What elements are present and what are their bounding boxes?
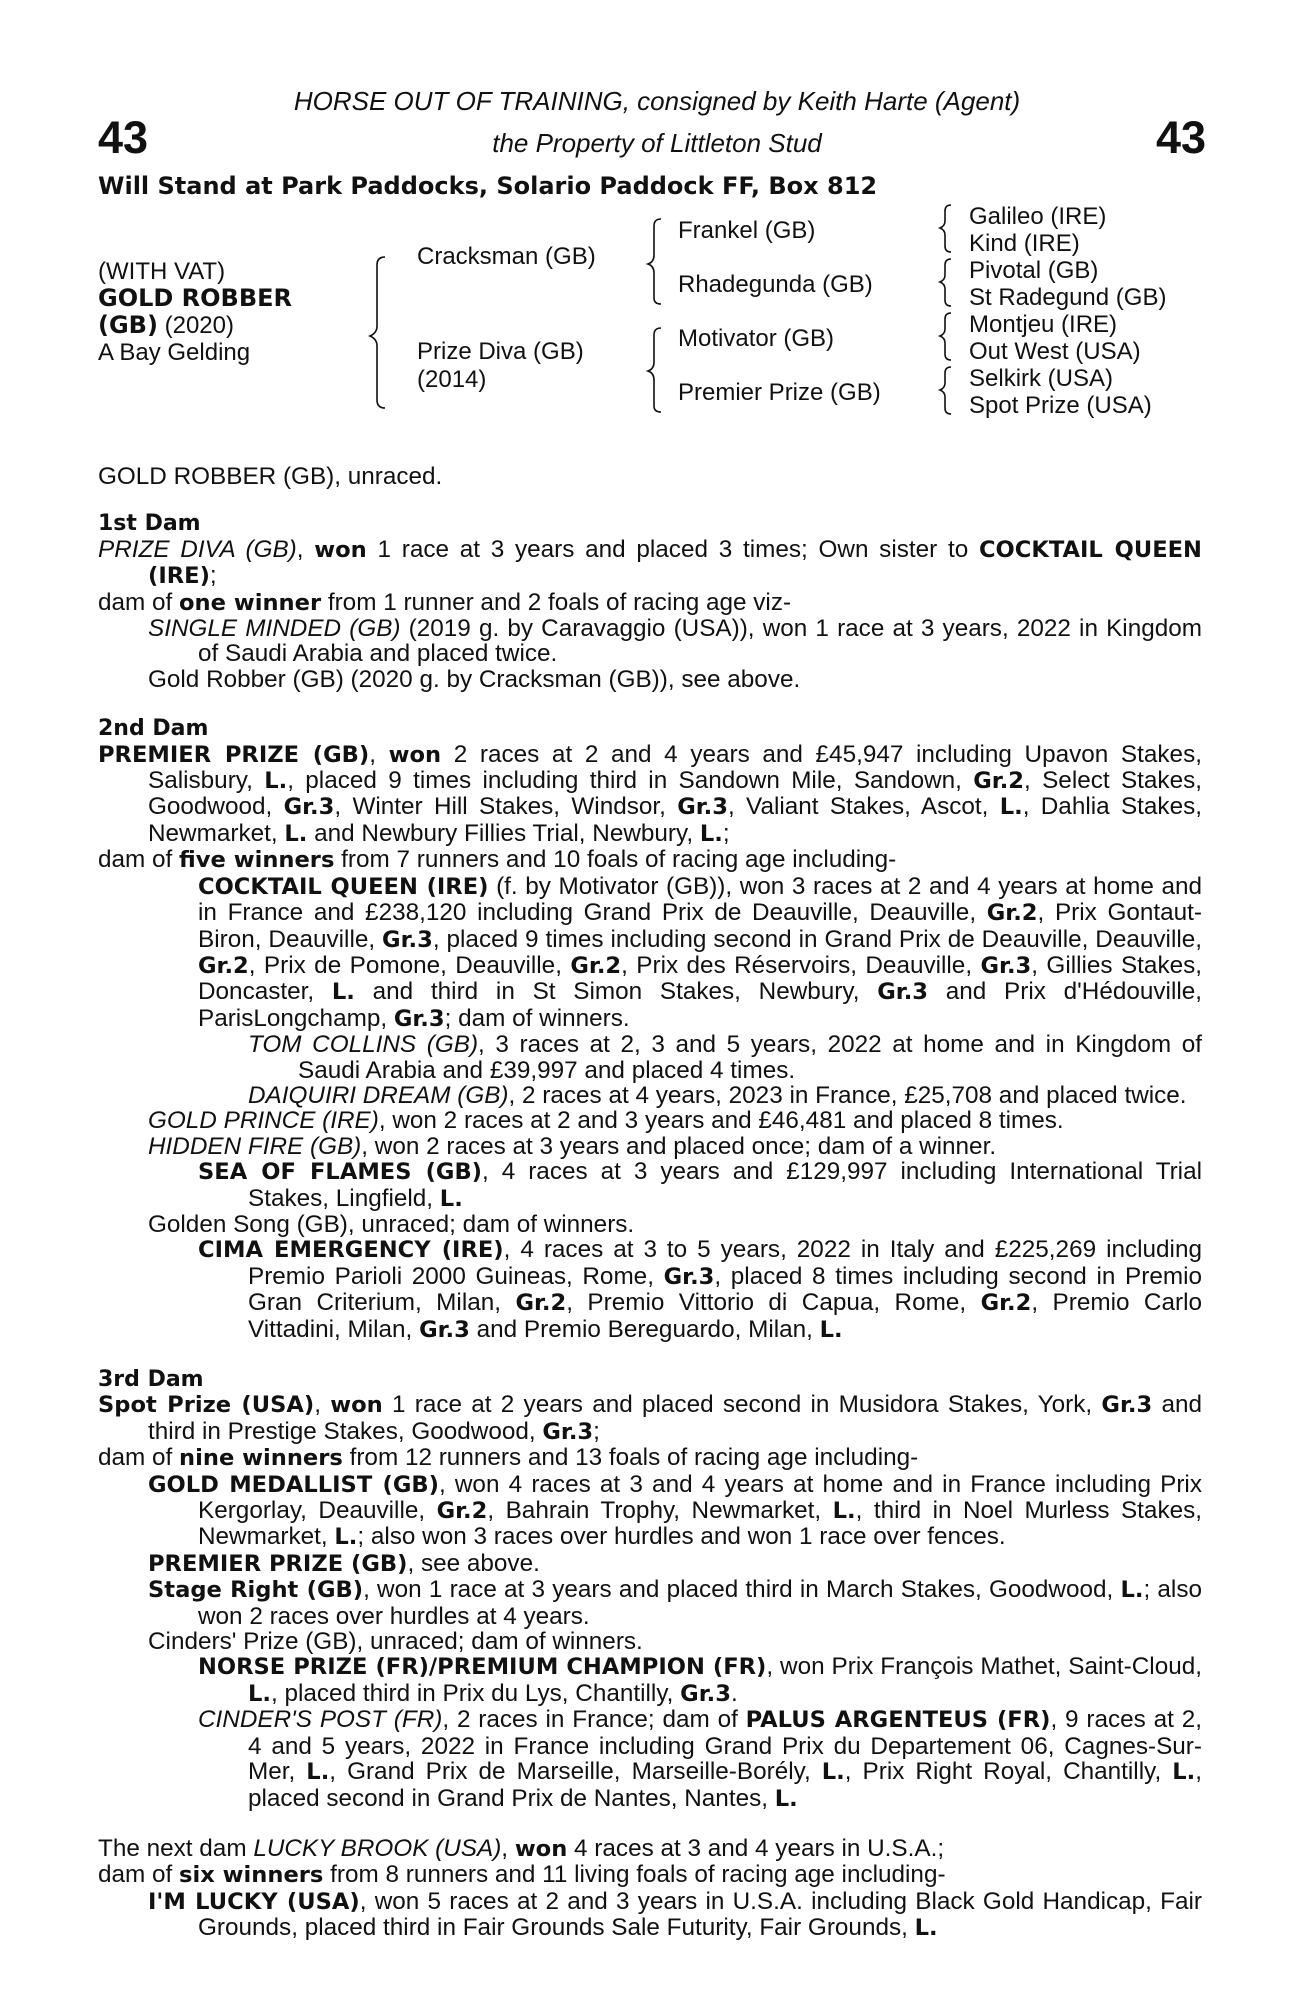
horse-description: A Bay Gelding [98,339,251,366]
produce-sea-of-flames: SEA OF FLAMES (GB), 4 races at 3 years and £129,997 including International Trial Stakes, Lingfield, L. [198,1158,1202,1212]
consignor-line: HORSE OUT OF TRAINING, consigned by Keith Harte (Agent) [293,86,1021,116]
produce-stage-right: Stage Right (GB), won 1 race at 3 years and placed third in March Stakes, Goodwood, L.; also won 2 races over hurdles at 4 years. [148,1576,1202,1630]
third-dam-produce: dam of nine winners from 12 runners and 13 foals of racing age including- [98,1444,919,1472]
pedigree-dam-dam: Premier Prize (GB) [678,379,881,406]
pedigree-ssd: Kind (IRE) [969,230,1080,257]
second-dam-entry: PREMIER PRIZE (GB), won 2 races at 2 and 4 years and £45,947 including Upavon Stakes, Salisbury, L., placed 9 times including third in Sandown Mile, Sandown, Gr.2, Select Stakes, Goodwood, Gr.3, Winter Hill Stakes, Windsor, Gr.3, Valiant Stakes, Ascot, L., Dahlia Stakes, Newmarket, L. and Newbury Fillies Trial, Newbury, L.; [98,740,1202,847]
produce-im-lucky: I'M LUCKY (USA), won 5 races at 2 and 3 years in U.S.A. including Black Gold Handicap, Fair Grounds, placed third in Fair Grounds Sale Futurity, Fair Grounds, L. [148,1887,1203,1942]
pedigree-ddd: Spot Prize (USA) [969,392,1152,419]
stand-location: Will Stand at Park Paddocks, Solario Paddock FF, Box 812 [98,172,878,200]
vat-note: (WITH VAT) [98,258,226,285]
produce-gold-robber: Gold Robber (GB) (2020 g. by Cracksman (GB)), see above. [148,665,801,693]
produce-single-minded: SINGLE MINDED (GB) (2019 g. by Caravaggio (USA)), won 1 race at 3 years, 2022 in Kingdom of Saudi Arabia and placed twice. [148,615,1202,668]
pedigree-sire-sire: Frankel (GB) [678,217,816,244]
catalogue-body [98,464,1202,1942]
pedigree-sdd: St Radegund (GB) [969,284,1167,311]
pedigree-sire-dam: Rhadegunda (GB) [678,271,873,298]
pedigree-dds: Selkirk (USA) [969,365,1114,392]
produce-norse-prize: NORSE PRIZE (FR)/PREMIUM CHAMPION (FR), won Prix François Mathet, Saint-Cloud, L., placed third in Prix du Lys, Chantilly, Gr.3. [198,1653,1202,1707]
produce-gold-prince: GOLD PRINCE (IRE), won 2 races at 2 and 3 years and £46,481 and placed 8 times. [148,1107,1064,1135]
pedigree-dam-year: (2014) [417,366,487,393]
produce-golden-song: Golden Song (GB), unraced; dam of winners. [148,1210,635,1238]
next-dam-produce: dam of six winners from 8 runners and 11 living foals of racing age including- [98,1861,946,1889]
produce-daiquiri-dream: DAIQUIRI DREAM (GB), 2 races at 4 years, 2023 in France, £25,708 and placed twice. [248,1081,1187,1109]
lot-number-left: 43 [98,112,149,163]
produce-hidden-fire: HIDDEN FIRE (GB), won 2 races at 3 years and placed once; dam of a winner. [148,1132,997,1160]
pedigree-sire: Cracksman (GB) [417,243,596,270]
next-dam-entry: The next dam LUCKY BROOK (USA), won 4 races at 3 and 4 years in U.S.A.; [98,1834,945,1862]
horse-year: (2020) [164,312,234,339]
produce-cocktail-queen: COCKTAIL QUEEN (IRE) (f. by Motivator (GB)), won 3 races at 2 and 4 years at home and in France and £238,120 including Grand Prix de Deauville, Deauville, Gr.2, Prix Gontaut-Biron, Deauville, Gr.3, placed 9 times including second in Grand Prix de Deauville, Deauville, Gr.2, Prix de Pomone, Deauville, Gr.2, Prix des Réservoirs, Deauville, Gr.3, Gillies Stakes, Doncaster, L. and third in St Simon Stakes, Newbury, Gr.3 and Prix d'Hédouville, ParisLongchamp, Gr.3; dam of winners. [198,872,1203,1032]
property-line: the Property of Littleton Stud [492,128,822,158]
horse-name: GOLD ROBBER [98,284,293,312]
produce-cima-emergency: CIMA EMERGENCY (IRE), 4 races at 3 to 5 years, 2022 in Italy and £225,269 including Premio Parioli 2000 Guineas, Rome, Gr.3, placed 8 times including second in Premio Gran Criterium, Milan, Gr.2, Premio Vittorio di Capua, Rome, Gr.2, Premio Carlo Vittadini, Milan, Gr.3 and Premio Bereguardo, Milan, L. [198,1236,1202,1343]
pedigree-sss: Galileo (IRE) [969,203,1107,230]
produce-cinders-prize: Cinders' Prize (GB), unraced; dam of winners. [148,1628,643,1656]
first-dam-entry: PRIZE DIVA (GB), won 1 race at 3 years and placed 3 times; Own sister to COCKTAIL QUEEN (IRE); [98,535,1202,590]
produce-premier-prize: PREMIER PRIZE (GB), see above. [148,1549,540,1577]
horse-country: (GB) [98,311,158,339]
lot-number-right: 43 [1155,112,1206,163]
second-dam-heading: 2nd Dam [98,716,209,742]
first-dam-heading: 1st Dam [98,511,201,537]
produce-gold-medallist: GOLD MEDALLIST (GB), won 4 races at 3 and 4 years at home and in France including Prix Kergorlay, Deauville, Gr.2, Bahrain Trophy, Newmarket, L., third in Noel Murless Stakes, Newmarket, L.; also won 3 races over hurdles and won 1 race over fences. [148,1470,1203,1551]
third-dam-entry: Spot Prize (USA), won 1 race at 2 years and placed second in Musidora Stakes, York, Gr.3 and third in Prestige Stakes, Goodwood, Gr.3; [98,1391,1202,1445]
pedigree-dam: Prize Diva (GB) [417,338,584,365]
second-dam-produce: dam of five winners from 7 runners and 10 foals of racing age including- [98,846,897,874]
produce-cinders-post: CINDER'S POST (FR), 2 races in France; dam of PALUS ARGENTEUS (FR), 9 races at 2, 4 and 5 years, 2022 in France including Grand Prix du Departement 06, Cagnes-Sur-Mer, L., Grand Prix de Marseille, Marseille-Borély, L., Prix Right Royal, Chantilly, L., placed second in Grand Prix de Nantes, Nantes, L. [198,1706,1202,1812]
pedigree-sds: Pivotal (GB) [969,257,1099,284]
pedigree-dam-sire: Motivator (GB) [678,325,835,352]
first-dam-produce: dam of one winner from 1 runner and 2 foals of racing age viz- [98,588,792,616]
produce-tom-collins: TOM COLLINS (GB), 3 races at 2, 3 and 5 years, 2022 at home and in Kingdom of Saudi Arabia and £39,997 and placed 4 times. [248,1031,1202,1084]
pedigree-dsd: Out West (USA) [969,338,1141,365]
third-dam-heading: 3rd Dam [98,1367,204,1392]
pedigree-dss: Montjeu (IRE) [969,311,1118,338]
race-record: GOLD ROBBER (GB), unraced. [98,463,443,490]
